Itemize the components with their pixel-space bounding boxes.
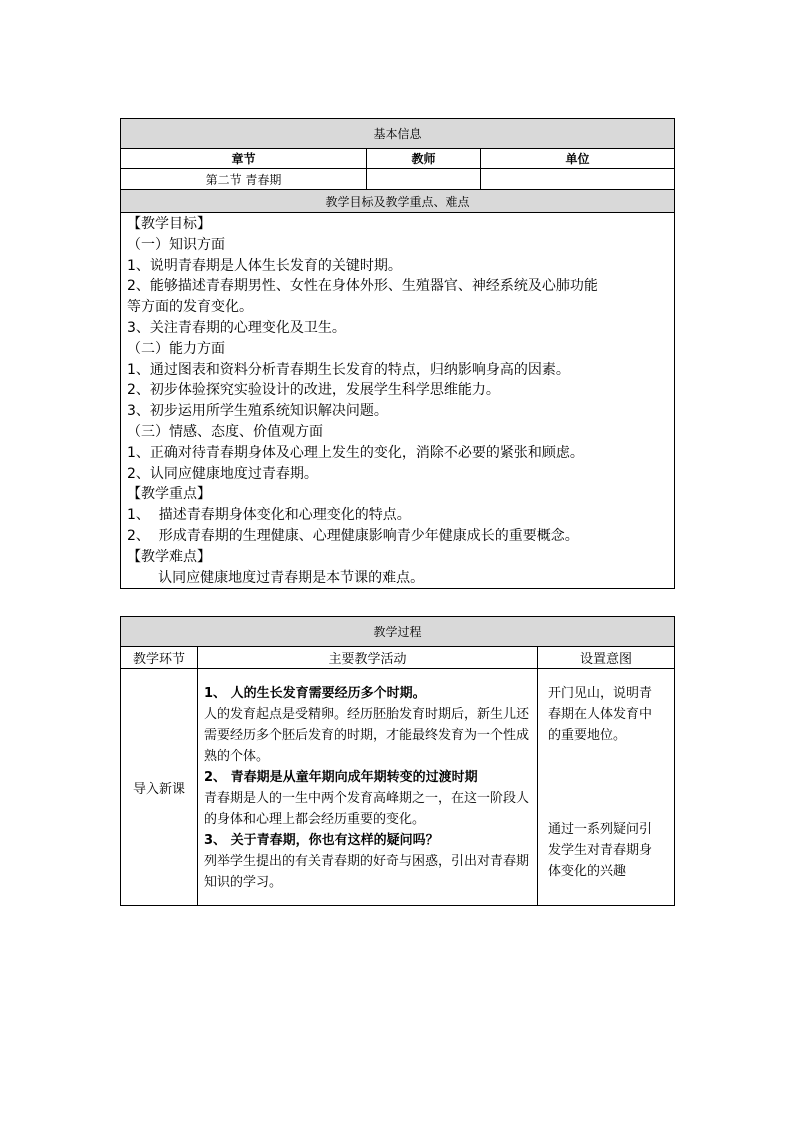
objectives-line: （二）能力方面 — [127, 340, 225, 357]
objectives-line: （一）知识方面 — [127, 236, 225, 253]
teacher-value — [367, 169, 481, 190]
objectives-line: 3、初步运用所学生殖系统知识解决问题。 — [127, 403, 388, 420]
activity-header: 主要教学活动 — [198, 647, 538, 669]
objectives-line: 2、能够描述青春期男性、女性在身体外形、生殖器官、神经系统及心肺功能 — [127, 278, 598, 295]
activity-cell — [198, 669, 538, 906]
activity-text: 青春期是人的一生中两个发育高峰期之一，在这一阶段人的身体和心理上都会经历重要的变化。 — [204, 791, 530, 827]
objectives-line: 2、认同应健康地度过青春期。 — [127, 465, 318, 482]
objectives-line: 1、 描述青春期身体变化和心理变化的特点。 — [127, 507, 411, 524]
objectives-line: 1、通过图表和资料分析青春期生长发育的特点，归纳影响身高的因素。 — [127, 361, 570, 378]
objectives-line: 1、正确对待青春期身体及心理上发生的变化，消除不必要的紧张和顾虑。 — [127, 444, 584, 461]
activity-heading: 3、 关于青春期，你也有这样的疑问吗？ — [204, 833, 439, 848]
process-title: 教学过程 — [121, 617, 675, 647]
objectives-title: 教学目标及教学重点、难点 — [121, 190, 675, 213]
objectives-line: 认同应健康地度过青春期是本节课的难点。 — [127, 569, 425, 586]
objectives-line: （三）情感、态度、价值观方面 — [127, 423, 323, 440]
intent-spacer — [548, 746, 664, 819]
activity-text: 列举学生提出的有关青春期的好奇与困惑，引出对青春期知识的学习。 — [204, 854, 530, 890]
chapter-header: 章节 — [121, 149, 367, 169]
objectives-line: 2、初步体验探究实验设计的改进，发展学生科学思维能力。 — [127, 382, 500, 399]
intent-cell — [538, 669, 675, 906]
objectives-line: 【教学重点】 — [127, 486, 211, 503]
unit-value — [481, 169, 675, 190]
objectives-line: 2、 形成青春期的生理健康、心理健康影响青少年健康成长的重要概念。 — [127, 527, 579, 544]
basic-info-table — [120, 118, 675, 589]
activity-heading: 1、 人的生长发育需要经历多个时期。 — [204, 686, 426, 701]
objectives-line: 【教学难点】 — [127, 548, 211, 565]
stage-cell: 导入新课 — [121, 669, 198, 906]
activity-text: 人的发育起点是受精卵。经历胚胎发育时期后，新生儿还需要经历多个胚后发育的时期，才能最终发育为一个性成熟的个体。 — [204, 707, 530, 764]
teacher-header: 教师 — [367, 149, 481, 169]
objectives-body — [121, 213, 675, 589]
activity-heading: 2、 青春期是从童年期向成年期转变的过渡时期 — [204, 770, 478, 785]
objectives-line: 3、关注青春期的心理变化及卫生。 — [127, 319, 346, 336]
objectives-line: 等方面的发育变化。 — [127, 299, 253, 316]
stage-header: 教学环节 — [121, 647, 198, 669]
objectives-line: 【教学目标】 — [127, 216, 211, 232]
chapter-value: 第二节 青春期 — [121, 169, 367, 190]
intent-text: 开门见山，说明青春期在人体发育中的重要地位。 — [548, 686, 653, 743]
process-table — [120, 616, 675, 906]
unit-header: 单位 — [481, 149, 675, 169]
intent-text: 通过一系列疑问引发学生对青春期身体变化的兴趣 — [548, 822, 653, 879]
intent-header: 设置意图 — [538, 647, 675, 669]
objectives-line: 1、说明青春期是人体生长发育的关键时期。 — [127, 257, 402, 274]
basic-info-title: 基本信息 — [121, 119, 675, 149]
